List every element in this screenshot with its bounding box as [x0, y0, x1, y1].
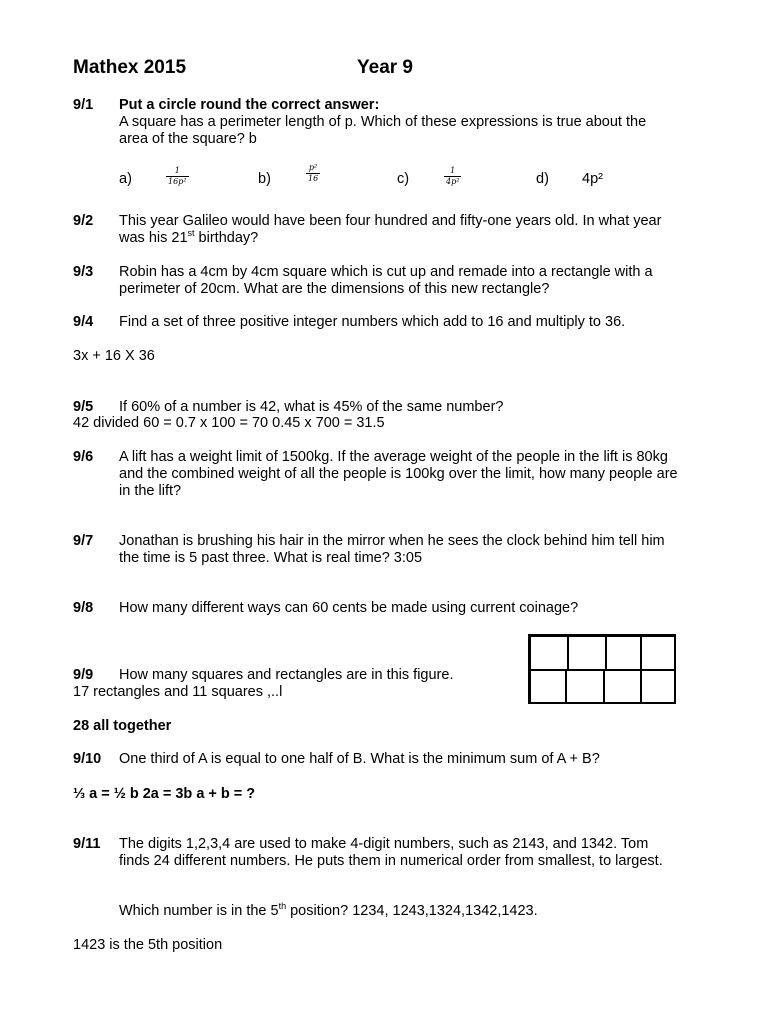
question-number: 9/5 — [73, 399, 94, 415]
question-number: 9/6 — [73, 449, 94, 465]
numerator: p² — [308, 163, 318, 172]
option-a-fraction — [166, 166, 189, 187]
question-number: 9/7 — [73, 533, 94, 549]
figure-cell — [606, 636, 641, 670]
denominator: 4p² — [446, 177, 460, 186]
question-text-end: birthday? — [194, 230, 259, 246]
question-number: 9/4 — [73, 314, 94, 330]
figure-cell — [641, 636, 676, 670]
option-d-label: d) — [536, 171, 549, 187]
question-text: If 60% of a number is 42, what is 45% of the same number? — [119, 399, 504, 415]
figure-cell — [604, 670, 641, 704]
answer-9-11: 1423 is the 5th position — [73, 937, 223, 953]
answer-9-10: ⅓ a = ½ b 2a = 3b a + b = ? — [73, 786, 256, 802]
figure-cell — [568, 636, 606, 670]
option-c-label: c) — [397, 171, 410, 187]
answer-9-9-total: 28 all together — [73, 718, 172, 734]
answer-9-4: 3x + 16 X 36 — [73, 348, 155, 364]
question-number: 9/3 — [73, 264, 94, 280]
question-text: Robin has a 4cm by 4cm square which is cut up and remade into a rectangle with a perimeter of 20cm. What are the dimensions of this new rectangle? — [119, 264, 653, 297]
question-text: Find a set of three positive integer numbers which add to 16 and multiply to 36. — [119, 314, 626, 330]
numerator: 1 — [174, 166, 180, 175]
option-c-fraction — [444, 166, 461, 187]
option-a-label: a) — [119, 171, 132, 187]
answer-9-5: 42 divided 60 = 0.7 x 100 = 70 0.45 x 700 = 31.5 — [73, 415, 385, 431]
denominator: 16 — [308, 174, 319, 183]
year-label: Year 9 — [357, 57, 413, 78]
question-number: 9/9 — [73, 667, 94, 683]
worksheet-title: Mathex 2015 — [73, 57, 187, 78]
squares-rectangles-figure — [528, 634, 676, 704]
superscript: th — [278, 901, 287, 912]
question-text-end: position? 1234, 1243,1324,1342,1423. — [286, 903, 538, 919]
superscript: st — [187, 228, 195, 239]
question-text: A square has a perimeter length of p. Which of these expressions is true about the area of the square? b — [119, 114, 647, 147]
answer-9-9: 17 rectangles and 11 squares ,..l — [73, 684, 283, 700]
question-text: How many squares and rectangles are in this figure. — [119, 667, 454, 683]
option-b-fraction — [306, 163, 320, 184]
figure-cell — [641, 670, 676, 704]
numerator: 1 — [450, 166, 456, 175]
denominator: 16p² — [168, 177, 187, 186]
option-b-label: b) — [258, 171, 271, 187]
question-text: How many different ways can 60 cents be made using current coinage? — [119, 600, 579, 616]
option-d-value: 4p² — [582, 171, 603, 187]
question-text: A lift has a weight limit of 1500kg. If the average weight of the people in the lift is 80kg and the combined weight of all the people is 100kg over the limit, how many people are in the lift? — [119, 449, 678, 499]
figure-cell — [530, 636, 568, 670]
question-text: Which number is in the 5 — [119, 903, 279, 919]
question-number: 9/2 — [73, 213, 94, 229]
question-text: The digits 1,2,3,4 are used to make 4-digit numbers, such as 2143, and 1342. Tom finds 24 different numbers. He puts them in numerical order from smallest, to largest. — [119, 836, 663, 869]
question-number: 9/11 — [73, 836, 101, 852]
figure-cell — [530, 670, 566, 704]
question-text: One third of A is equal to one half of B. What is the minimum sum of A + B? — [119, 751, 600, 767]
question-text: This year Galileo would have been four hundred and fifty-one years old. In what year was his 21 — [119, 213, 662, 246]
figure-cell — [566, 670, 604, 704]
question-text: Jonathan is brushing his hair in the mirror when he sees the clock behind him tell him the time is 5 past three. What is real time? 3:05 — [119, 533, 665, 566]
question-number: 9/8 — [73, 600, 94, 616]
question-number: 9/1 — [73, 97, 94, 113]
question-9-11-part — [119, 903, 538, 920]
question-instruction: Put a circle round the correct answer: — [119, 97, 380, 113]
question-number: 9/10 — [73, 751, 102, 767]
